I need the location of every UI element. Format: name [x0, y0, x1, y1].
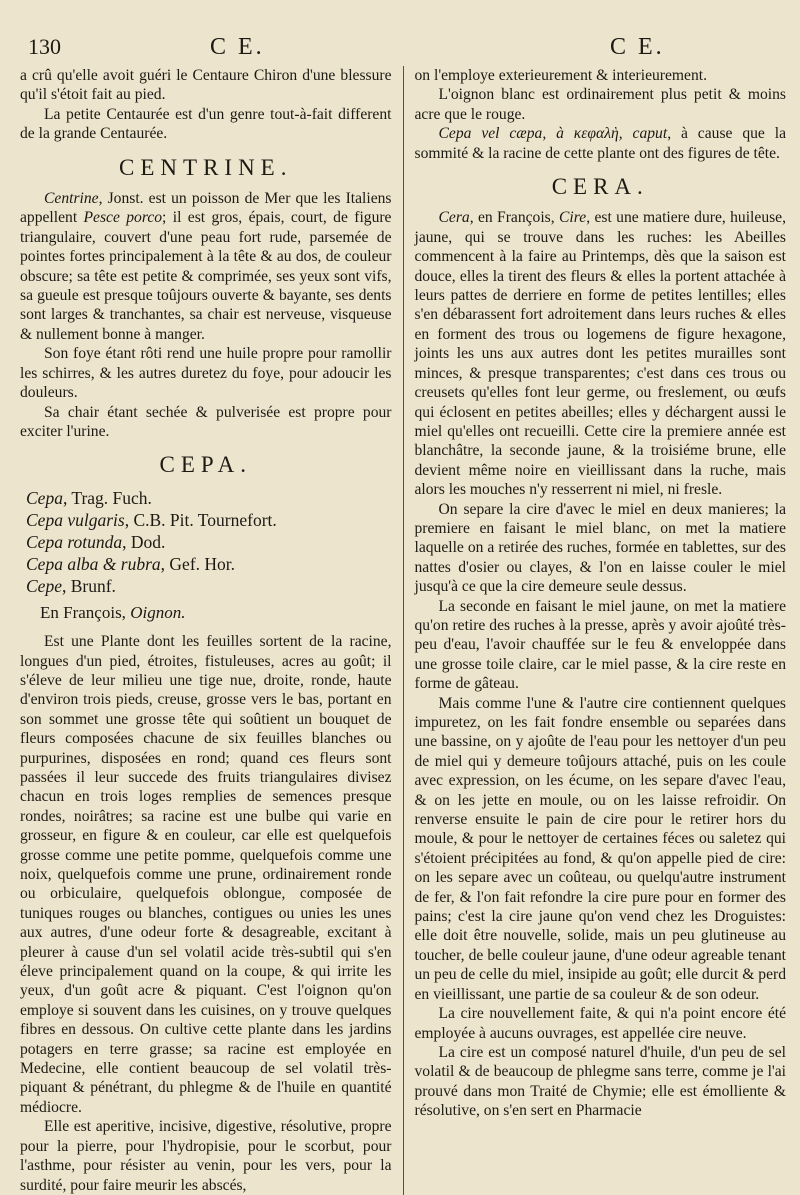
- synonym-term: Cepe: [26, 575, 62, 596]
- right-column: [404, 66, 787, 1195]
- entry-term: Centrine: [44, 190, 99, 208]
- entry-heading-centrine: CENTRINE.: [119, 154, 293, 180]
- synonym-term: Cepa: [26, 487, 63, 508]
- synonym-line: [20, 531, 392, 553]
- paragraph: Est une Plante dont les feuilles sortent de la racine, longues d'un pied, étroites, fistuleuses, acres au goût; il s'éleve de leur milieu une tige nue, droite, ronde, haute d'environ trois pieds, creuse, grosse vers le bas, portant en son sommet une grosse tête qui soûtient un bouquet de fleurs composées chacune de six feuilles blanches ou purpurines, disposées en rond; quand ces fleurs sont passées il leur succede des fruits triangulaires divisez chacun en trois loges remplies de semences presque rondes, noirâtres; sa racine est une bulbe qui varie en grosseur, en figure & en couleur, car elle est quelquefois grosse comme une petite pomme, quelquefois comme une noix, quelquefois comme une prune, ordinairement ronde ou orbiculaire, quelquefois oblongue, composée de tuniques rouges ou blanches, contigues ou unies les unes aux autres, d'une odeur forte & desagreable, excitant à pleurer à cause d'un sel volatil acide très-subtil qui s'en éleve principalement quand on la coupe, & qui irrite les yeux, d'un goût acre & piquant. C'est l'oignon qu'on employe si souvent dans les cuisines, on y trouve quelques fibres en dessous. On cultive cette plante dans les jardins potagers en terre grasse; sa racine est employée en Medecine, elle contient beaucoup de sel volatil très-piquant & pénétrant, du phlegme & de l'huile en quantité médiocre.: [20, 633, 392, 1116]
- text-run: , à cause que la sommité & la racine de cette plante ont des figures de tête.: [414, 125, 786, 162]
- page-header: [20, 26, 786, 66]
- paragraph: Son foye étant rôti rend une huile propre pour ramollir les schirres, & les autres duretez du foye, pour adoucir les douleurs.: [20, 345, 392, 402]
- entry-term: Pesce porco: [83, 209, 163, 227]
- entry-paragraph: [20, 189, 392, 344]
- left-column: [20, 66, 404, 1195]
- synonym-line: [20, 509, 392, 531]
- french-prefix: En François,: [40, 602, 131, 622]
- entry-term: Cera: [438, 209, 470, 227]
- text-run: , est une matiere dure, huileuse, jaune, qui se trouve dans les ruches: les Abeilles commencent à la faire au Printemps, dès que la saison est douce, elles la tirent des fleurs & elles la portent attachée à leurs pattes de derriere en forme de petites lentilles; elles s'en débarassent fort adroitement dans leurs ruches & elles en forment des trous ou logemens de figure hexagone, joints les uns aux autres dont les petites murailles sont minces, & presque transparentes; c'est dans ces trous ou creusets qu'elles font leur germe, ou freslement, ou œufs qui éclosent en petites abeilles; elles y déchargent aussi le miel qu'elles ont recueilli. Cette cire la premiere année est blanchâtre, la seconde jaune, & la troisiéme brune, elle devient même noire en vieillissant dans la ruche, mais alors les mouches n'y resserrent ni miel, ni fresle.: [414, 209, 787, 499]
- synonym-term: Cepa rotunda: [26, 531, 123, 552]
- paragraph: Sa chair étant sechée & pulverisée est propre pour exciter l'urine.: [20, 403, 392, 440]
- two-column-body: [20, 66, 786, 1195]
- entry-paragraph: [415, 208, 787, 499]
- synonym-source: , Brunf.: [61, 575, 116, 596]
- synonym-line: [20, 575, 392, 597]
- page-number: 130: [28, 34, 61, 59]
- paragraph: Mais comme l'une & l'autre cire contiennent quelques impuretez, on les fait fondre ensemble ou separées dans une bassine, on y ajoûte de l'eau pour les nettoyer d'un peu de miel qui y demeure toûjours attaché, puis on les coule avec expression, on les écume, on les separe d'avec l'eau, & on les jette en moule, ou on les laisse refroidir. On renverse ensuite le pain de cire pour le retirer hors du moule, & pour le nettoyer de certaines féces ou saletez qui s'étoient précipitées au fond, & qu'on appelle pied de cire: on les separe avec un coûteau, ou quelqu'autre instrument de fer, & l'on fait refondre la cire pure pour en former des pains; c'est la cire jaune qu'on vend chez les Droguistes: elle doit être nouvelle, solide, mais un peu glutineuse au toucher, de belle couleur jaune, d'une odeur agreable tenant un peu de celle du miel, insipide au goût; elle durcit & perd en vieillissant, une partie de sa couleur & de son odeur.: [414, 694, 786, 1003]
- entry-heading-cera: CERA.: [551, 174, 649, 200]
- running-head-left: C E.: [210, 34, 265, 60]
- paragraph: La petite Centaurée est d'un genre tout-à-fait different de la grande Centaurée.: [20, 105, 392, 143]
- paragraph: Elle est aperitive, incisive, digestive, résolutive, propre pour la pierre, pour l'hydropisie, pour le scorbut, pour l'asthme, pour résister au venin, pour les vers, pour la surdité, pour faire meurir les abscés,: [20, 1118, 392, 1194]
- etymology-term: Cepa vel cæpa: [438, 125, 543, 143]
- synonym-source: , Gef. Hor.: [160, 553, 236, 574]
- text-run: , en François,: [469, 209, 560, 227]
- paragraph: on l'employe exterieurement & interieurement.: [414, 67, 707, 84]
- synonym-term: Cepa vulgaris: [26, 509, 125, 530]
- entry-heading-cepa: CEPA.: [159, 452, 252, 478]
- running-head-right: C E.: [610, 34, 665, 60]
- paragraph: La cire est un composé naturel d'huile, d'un peu de sel volatil & de beaucoup de phlegme sans terre, comme je l'ai prouvé dans mon Traité de Chymie; elle est émolliente & résolutive, on s'en sert en Pharmacie: [414, 1043, 786, 1120]
- text-run: ; il est gros, épais, court, de figure triangulaire, couvert d'une peau fort rude, parsemée de pointes fortes principalement à la tête & au dos, de couleur obscure; sa tête est petite & comprimée, ses yeux sont vifs, sa gueule est presque toûjours ouverte & bayante, ses dents sont larges & tranchantes, sa chair est nerveuse, visqueuse & nullement bonne à manger.: [20, 209, 392, 343]
- synonym-source: , C.B. Pit. Tournefort.: [124, 509, 277, 530]
- paragraph: On separe la cire d'avec le miel en deux manieres; la premiere en faisant le miel blanc, on met la matiere laquelle on a retirée des ruches, formée en tablettes, sur des nattes d'osier ou clayes, & l'on en laisse couler le miel jusqu'à ce que la cire demeure seule dessus.: [414, 500, 786, 596]
- entry-term: Cire: [559, 209, 587, 227]
- synonym-term: Cepa alba & rubra: [26, 553, 161, 574]
- french-term: Oignon.: [130, 602, 186, 622]
- greek-word: , à κεφαλὴ,: [542, 125, 633, 143]
- etymology-paragraph: [415, 124, 787, 163]
- paragraph: La seconde en faisant le miel jaune, on met la matiere qu'on retire des ruches à la presse, après y avoir ajoûté très-peu d'eau, l'avoir chauffée sur le feu & enveloppée dans une grosse toile claire, car le miel passe, & la cire reste en forme de gâteau.: [414, 597, 786, 693]
- paragraph: L'oignon blanc est ordinairement plus petit & moins acre que le rouge.: [414, 86, 786, 123]
- synonym-source: , Trag. Fuch.: [62, 487, 152, 508]
- paragraph: a crû qu'elle avoit guéri le Centaure Chiron d'une blessure qu'il s'étoit fait au pied.: [20, 67, 392, 104]
- french-name-line: [20, 603, 392, 622]
- latin-word: caput: [632, 125, 668, 143]
- synonym-line: [20, 487, 392, 509]
- synonym-source: , Dod.: [122, 531, 166, 552]
- paragraph: La cire nouvellement faite, & qui n'a point encore été employée à aucuns ouvrages, est appellée cire neuve.: [414, 1005, 786, 1042]
- text-run: , Jonst. est un poisson de Mer que les Italiens appellent: [20, 190, 392, 227]
- synonym-line: [20, 553, 392, 575]
